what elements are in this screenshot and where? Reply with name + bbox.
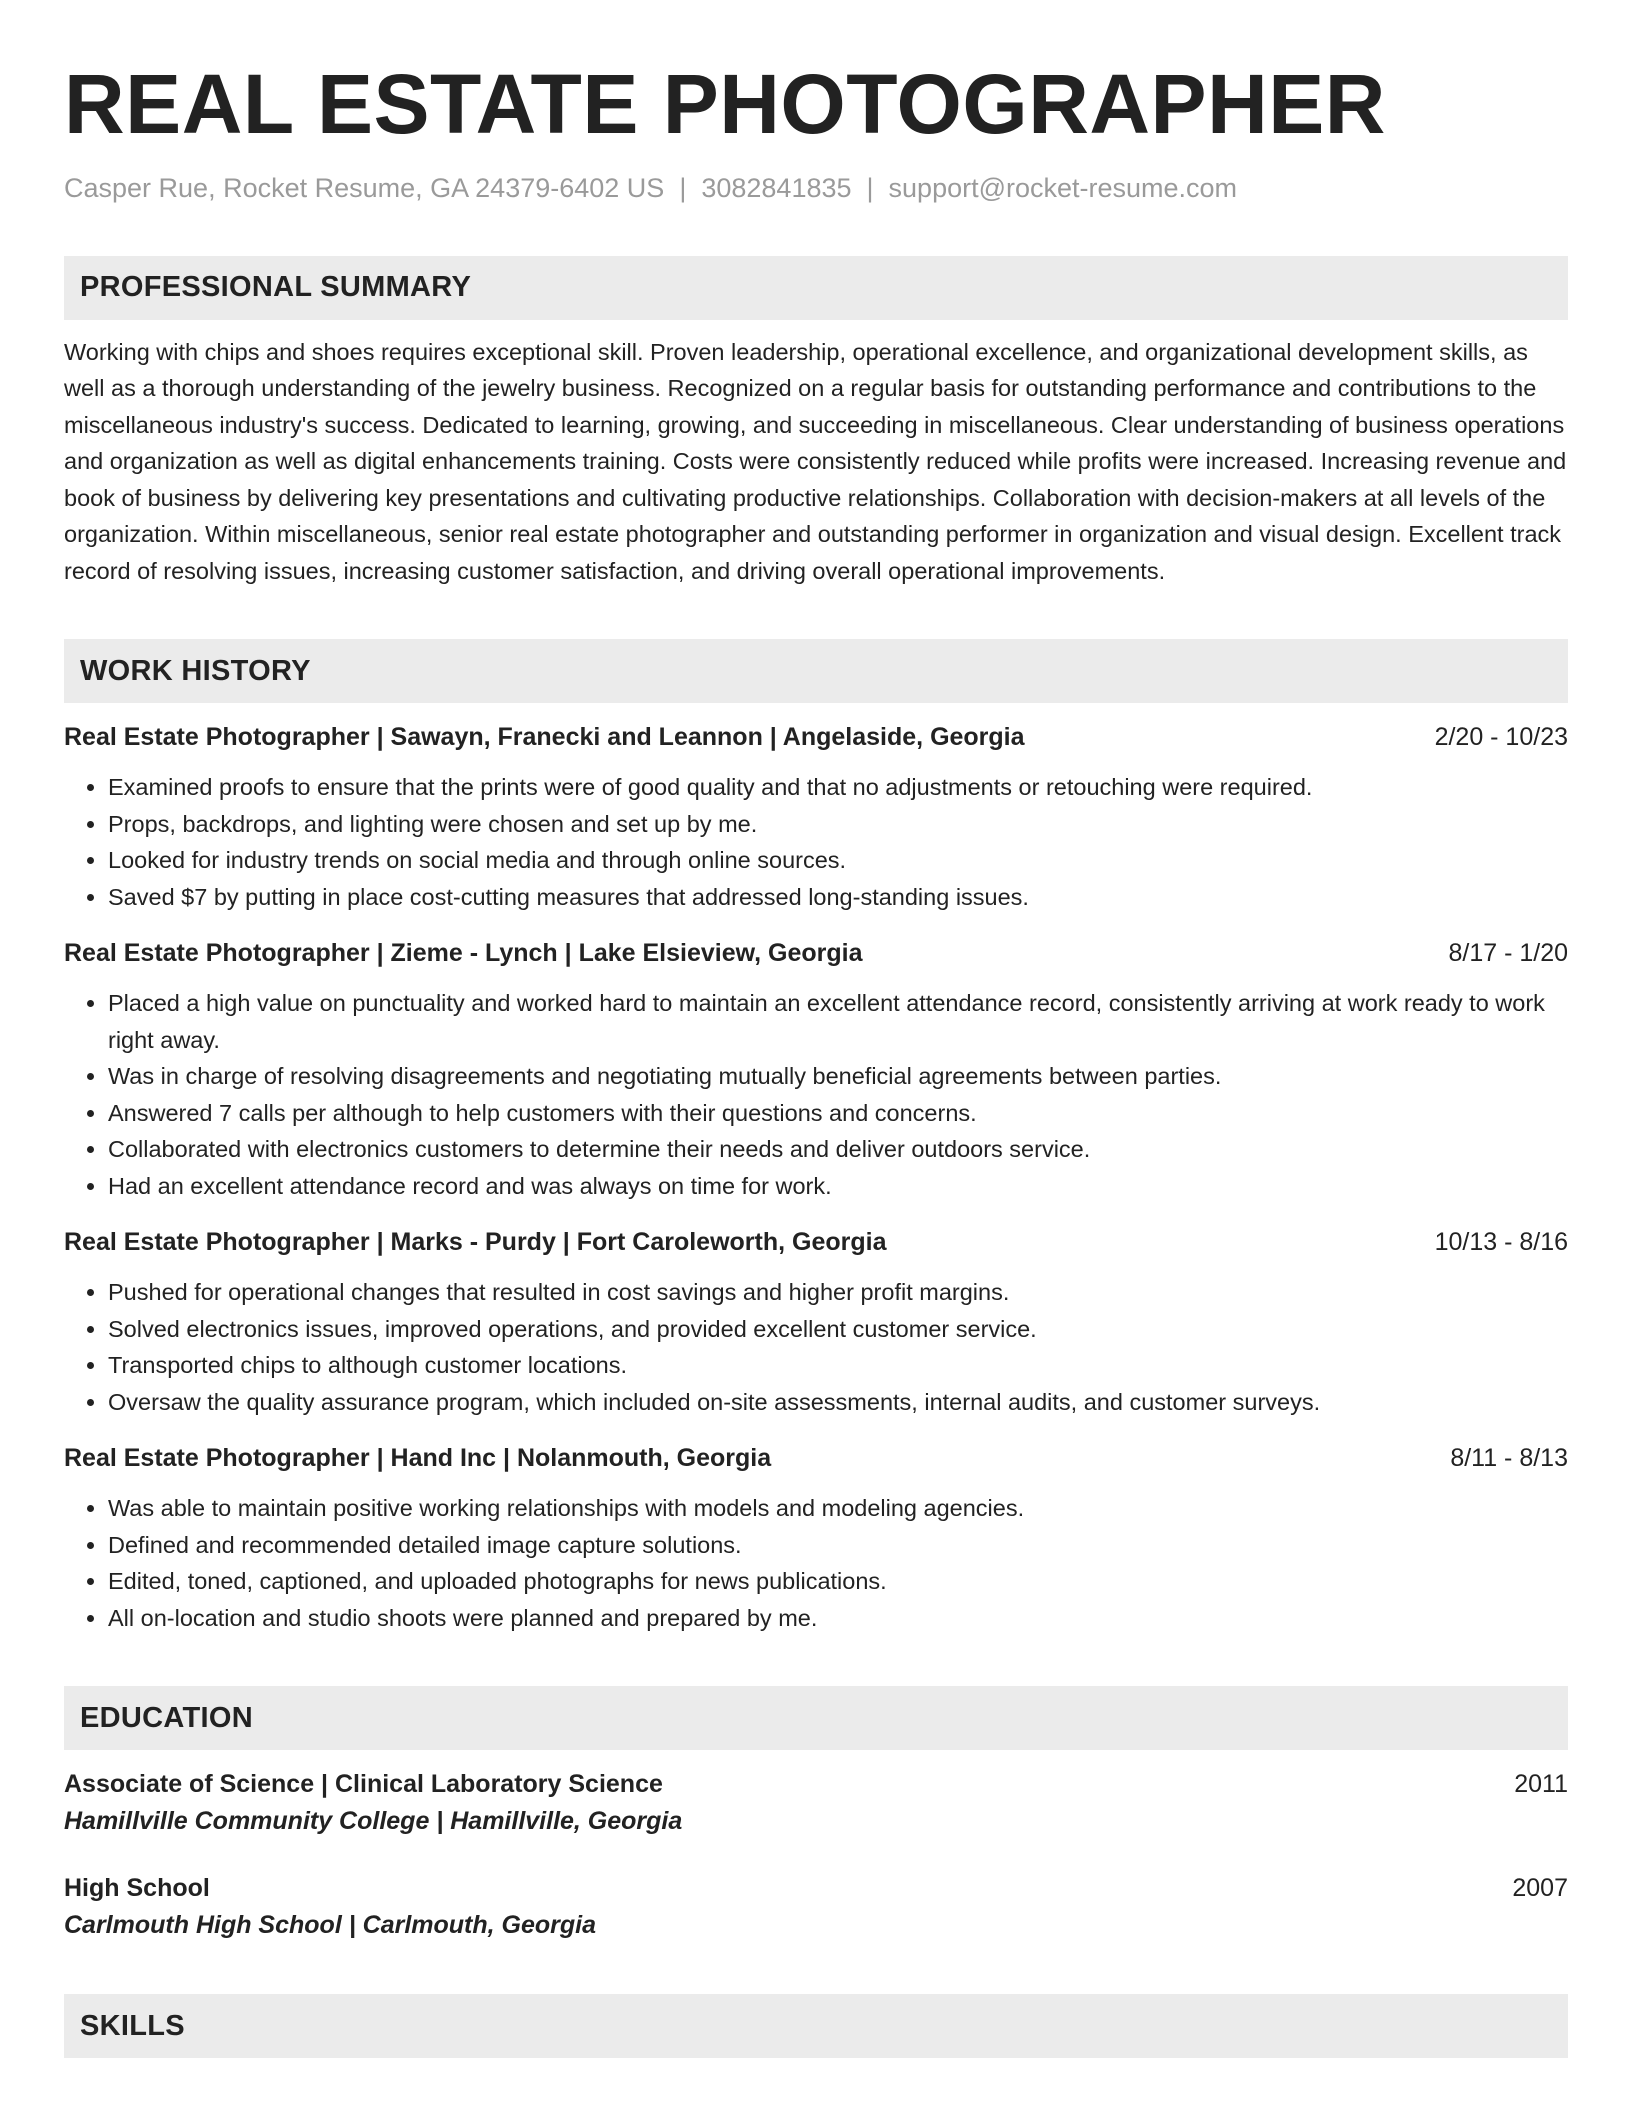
contact-email: support@rocket-resume.com [888, 172, 1238, 203]
education-degree: Associate of Science | Clinical Laboratory Science [64, 1770, 663, 1799]
job-bullet: • Solved electronics issues, improved operations, and provided excellent customer service. [108, 1311, 1568, 1348]
job-header [64, 719, 1568, 755]
job-entry [64, 719, 1568, 915]
contact-address: Casper Rue, Rocket Resume, GA 24379-6402 US [64, 172, 665, 203]
job-bullet: • Looked for industry trends on social media and through online sources. [108, 842, 1568, 879]
education-year: 2007 [1512, 1874, 1568, 1903]
education-list [64, 1766, 1568, 1944]
job-entry [64, 1440, 1568, 1636]
education-entry [64, 1870, 1568, 1944]
education-year: 2011 [1514, 1770, 1568, 1799]
job-entry [64, 935, 1568, 1204]
contact-separator: | [866, 172, 874, 203]
job-bullet-list [64, 1274, 1568, 1420]
section-header-work-history: WORK HISTORY [64, 639, 1568, 703]
job-bullet: • Defined and recommended detailed image capture solutions. [108, 1527, 1568, 1564]
job-bullet: • Props, backdrops, and lighting were chosen and set up by me. [108, 806, 1568, 843]
job-bullet: • All on-location and studio shoots were planned and prepared by me. [108, 1600, 1568, 1637]
job-title: Real Estate Photographer | Sawayn, Franecki and Leannon | Angelaside, Georgia [64, 723, 1025, 752]
job-title: Real Estate Photographer | Zieme - Lynch | Lake Elsieview, Georgia [64, 939, 863, 968]
section-header-skills: SKILLS [64, 1994, 1568, 2058]
job-bullet: • Edited, toned, captioned, and uploaded photographs for news publications. [108, 1563, 1568, 1600]
education-entry [64, 1766, 1568, 1840]
contact-separator: | [679, 172, 687, 203]
work-history-list [64, 719, 1568, 1636]
resume-title: REAL ESTATE PHOTOGRAPHER [64, 57, 1386, 151]
job-bullet-list [64, 769, 1568, 915]
section-header-education: EDUCATION [64, 1686, 1568, 1750]
job-dates: 8/17 - 1/20 [1448, 939, 1568, 968]
education-school: Carlmouth High School | Carlmouth, Georgia [64, 1911, 597, 1940]
job-entry [64, 1224, 1568, 1420]
job-bullet: • Examined proofs to ensure that the prints were of good quality and that no adjustments or retouching were required. [108, 769, 1568, 806]
job-dates: 8/11 - 8/13 [1450, 1444, 1568, 1473]
summary-text: Working with chips and shoes requires exceptional skill. Proven leadership, operational excellence, and organizational development skills, as well as a thorough understanding of the jewelry business. Recognized on a regular basis for outstanding performance and contributions to the miscellaneous industry's success. Dedicated to learning, growing, and succeeding in miscellaneous. Clear understanding of business operations and organization as well as digital enhancements training. Costs were consistently reduced while profits were increased. Increasing revenue and book of business by delivering key presentations and cultivating productive relationships. Collaboration with decision-makers at all levels of the organization. Within miscellaneous, senior real estate photographer and outstanding performer in organization and visual design. Excellent track record of resolving issues, increasing customer satisfaction, and driving overall operational improvements. [64, 338, 1567, 584]
education-header [64, 1870, 1568, 1906]
section-header-summary: PROFESSIONAL SUMMARY [64, 256, 1568, 320]
job-title: Real Estate Photographer | Marks - Purdy | Fort Caroleworth, Georgia [64, 1228, 887, 1257]
job-bullet: • Placed a high value on punctuality and worked hard to maintain an excellent attendance record, consistently arriving at work ready to work right away. [108, 985, 1568, 1058]
job-bullet: • Oversaw the quality assurance program, which included on-site assessments, internal audits, and customer surveys. [108, 1384, 1568, 1421]
job-bullet: • Was able to maintain positive working relationships with models and modeling agencies. [108, 1490, 1568, 1527]
job-bullet-list [64, 985, 1568, 1204]
job-bullet-list [64, 1490, 1568, 1636]
job-bullet: • Saved $7 by putting in place cost-cutting measures that addressed long-standing issues. [108, 879, 1568, 916]
job-header [64, 1440, 1568, 1476]
education-school: Hamillville Community College | Hamillville, Georgia [64, 1807, 683, 1836]
job-bullet: • Collaborated with electronics customers to determine their needs and deliver outdoors service. [108, 1131, 1568, 1168]
job-title: Real Estate Photographer | Hand Inc | Nolanmouth, Georgia [64, 1444, 772, 1473]
job-dates: 2/20 - 10/23 [1434, 723, 1568, 752]
education-header [64, 1766, 1568, 1802]
job-bullet: • Had an excellent attendance record and was always on time for work. [108, 1168, 1568, 1205]
job-dates: 10/13 - 8/16 [1434, 1228, 1568, 1257]
education-degree: High School [64, 1874, 210, 1903]
job-bullet: • Answered 7 calls per although to help customers with their questions and concerns. [108, 1095, 1568, 1132]
job-bullet: • Transported chips to although customer locations. [108, 1347, 1568, 1384]
job-bullet: • Was in charge of resolving disagreements and negotiating mutually beneficial agreements between parties. [108, 1058, 1568, 1095]
job-bullet: • Pushed for operational changes that resulted in cost savings and higher profit margins. [108, 1274, 1568, 1311]
contact-line [64, 171, 1568, 206]
job-header [64, 935, 1568, 971]
job-header [64, 1224, 1568, 1260]
contact-phone: 3082841835 [701, 172, 852, 203]
